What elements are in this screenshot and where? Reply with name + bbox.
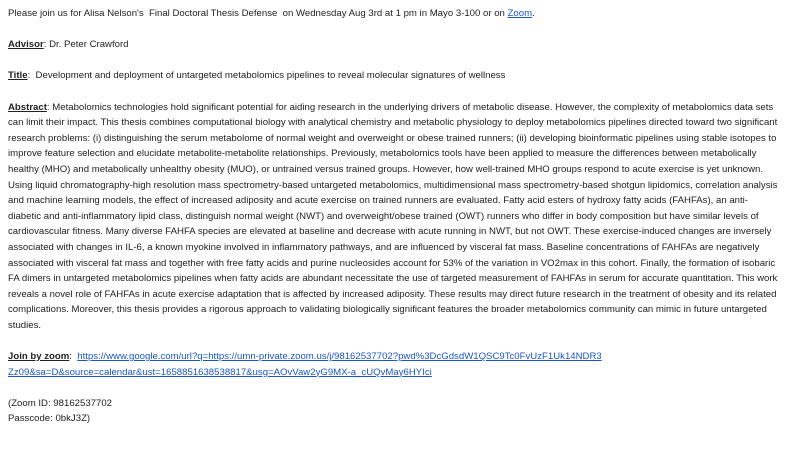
abstract-label: Abstract	[8, 101, 47, 113]
zoom-passcode: Passcode: 0bkJ3Z)	[8, 413, 91, 425]
zoom-link[interactable]: Zoom	[507, 8, 533, 19]
join-zoom-label: Join by zoom	[8, 351, 70, 363]
zoom-id: (Zoom ID: 98162537702	[8, 397, 112, 409]
title-label: Title	[8, 70, 28, 82]
advisor-line	[8, 37, 779, 53]
abstract-text: : Metabolomics technologies hold significant potential for aiding research in the underlying drivers of metabolic disease. However, the complexity of metabolomics data sets can limit their impact. This thesis combines computational biology with analytical chemistry and metabolic physiology to deploy metabolomics pipelines directed toward two significant research problems: (i) distinguishing the serum metabolome of normal weight and overweight or obese trained runners; (ii) developing bioinformatic pipelines using stable isotopes to improve feature selection and elucidate metabolite-metabolite relationships. Previously, metabolomics tools have been applied to measure the differences between metabolically healthy (MHO) and metabolically unhealthy obesity (MUO), or untrained versus trained groups. However, how well-trained MHO groups respond to acute exercise is yet unknown. Using liquid chromatography-high resolution mass spectrometry-based untargeted metabolomics, multidimensional mass spectrometry-based shotgun lipidomics, correlation analysis and machine learning models, the effect of increased adiposity and acute exercise on trained runners are evaluated. Fatty acid esters of hydroxy fatty acids (FAHFAs), an anti-diabetic and anti-inflammatory lipid class, distinguish normal weight (NWT) and overweight/obese trained (OWT) runners who differ in body composition but have similar levels of cardiovascular fitness. Many diverse FAHFA species are elevated at baseline and decrease with acute running in NWT, but not OWT. These exercise-induced changes are inversely associated with changes in IL-6, a known myokine involved in inflammatory pathways, and are influenced by visceral fat mass. Baseline concentrations of FAHFAs are negatively associated with visceral fat mass and together with free fatty acids and purine nucleosides account for 53% of the variation in VO2max in this cohort. Finally, the formation of isobaric FA dimers in untargeted metabolomics pipelines when fatty acids are abundant necessitate the use of targeted measurement of FAHFAs in serum for accurate quantitation. This work reveals a novel role of FAHFAs in acute exercise adaptation that is affected by increased adiposity. These results may direct future research in the treatment of obesity and its related complications. Moreover, this thesis provides a rigorous approach to validating biologically significant features the broader metabolomics community can mimic in future untargeted studies.	[8, 101, 778, 331]
join-zoom-line	[8, 349, 779, 380]
intro-text: Please join us for Alisa Nelson's Final Doctoral Thesis Defense on Wednesday Aug 3rd at 1 pm in Mayo 3-100 or on	[8, 8, 508, 19]
advisor-value: : Dr. Peter Crawford	[43, 39, 129, 51]
advisor-label: Advisor	[8, 39, 44, 51]
intro-suffix: .	[532, 8, 535, 19]
title-line	[8, 68, 779, 84]
title-value: : Development and deployment of untargeted metabolomics pipelines to reveal molecular signatures of wellness	[27, 70, 506, 82]
join-zoom-url-line2[interactable]: Zz09&sa=D&source=calendar&ust=1658851638538817&usg=AOvVaw2yG9MX-a_cUQvMay6HYIci	[8, 366, 432, 378]
join-zoom-url-line1[interactable]: https://www.google.com/url?q=https://umn-private.zoom.us/j/98162537702?pwd%3DcGdsdW1QSC9Tc0FvUzF1Uk14NDR3	[77, 351, 602, 363]
intro-line	[8, 6, 779, 22]
abstract-paragraph	[8, 100, 779, 334]
join-zoom-separator: :	[69, 351, 78, 363]
